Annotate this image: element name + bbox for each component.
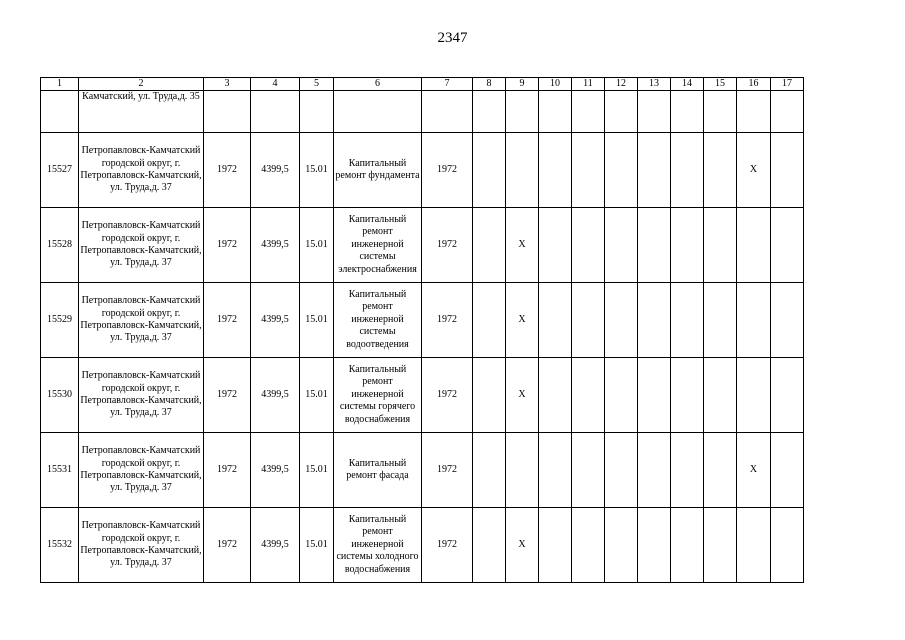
code-cell: 15.01 (300, 508, 334, 583)
registry-table (40, 77, 804, 583)
cell (572, 358, 605, 433)
mark-cell (506, 433, 539, 508)
address-cell: Петропавловск-Камчатский городской округ, г. Петропавловск-Камчатский, ул. Труда,д. 37 (79, 283, 204, 358)
column-number: 1 (41, 78, 79, 91)
work-type-cell: Капитальный ремонт инженерной системы электроснабжения (334, 208, 422, 283)
year-cell: 1972 (204, 283, 251, 358)
year2-cell: 1972 (422, 433, 473, 508)
address-cell: Петропавловск-Камчатский городской округ, г. Петропавловск-Камчатский, ул. Труда,д. 37 (79, 433, 204, 508)
column-number: 14 (671, 78, 704, 91)
cell (771, 508, 804, 583)
cell (771, 358, 804, 433)
cell (605, 283, 638, 358)
year-cell: 1972 (204, 133, 251, 208)
table-row (41, 508, 804, 583)
cell (771, 283, 804, 358)
work-type-cell: Капитальный ремонт инженерной системы холодного водоснабжения (334, 508, 422, 583)
cell (473, 358, 506, 433)
cell (704, 358, 737, 433)
mark-cell (737, 283, 771, 358)
row-id-cell: 15527 (41, 133, 79, 208)
mark-cell (737, 358, 771, 433)
cell (605, 508, 638, 583)
page-number: 2347 (437, 30, 468, 46)
table-body (41, 133, 804, 583)
row-id-cell: 15530 (41, 358, 79, 433)
mark-cell (737, 208, 771, 283)
mark-cell: Х (506, 283, 539, 358)
cell (473, 508, 506, 583)
column-number: 5 (300, 78, 334, 91)
code-cell: 15.01 (300, 283, 334, 358)
cell (671, 433, 704, 508)
cell (704, 283, 737, 358)
column-number: 3 (204, 78, 251, 91)
table-row (41, 133, 804, 208)
cell (473, 133, 506, 208)
table-row (41, 283, 804, 358)
row-id-cell: 15532 (41, 508, 79, 583)
cell (671, 133, 704, 208)
cell (539, 508, 572, 583)
cell (704, 508, 737, 583)
cell (605, 133, 638, 208)
work-type-cell: Капитальный ремонт фасада (334, 433, 422, 508)
area-cell: 4399,5 (251, 208, 300, 283)
cell (671, 208, 704, 283)
column-number-row (41, 78, 804, 91)
cell (473, 433, 506, 508)
column-number: 8 (473, 78, 506, 91)
mark-cell: Х (737, 133, 771, 208)
address-cell: Петропавловск-Камчатский городской округ, г. Петропавловск-Камчатский, ул. Труда,д. 37 (79, 133, 204, 208)
area-cell: 4399,5 (251, 133, 300, 208)
cell (473, 283, 506, 358)
year2-cell: 1972 (422, 358, 473, 433)
cell (572, 133, 605, 208)
cell (671, 283, 704, 358)
mark-cell: Х (737, 433, 771, 508)
cell (771, 433, 804, 508)
cell (473, 208, 506, 283)
cell (605, 433, 638, 508)
cell (572, 433, 605, 508)
year2-cell: 1972 (422, 133, 473, 208)
cell (638, 433, 671, 508)
cell (539, 208, 572, 283)
area-cell: 4399,5 (251, 433, 300, 508)
cell (572, 208, 605, 283)
year2-cell: 1972 (422, 208, 473, 283)
cell (771, 133, 804, 208)
address-cell: Петропавловск-Камчатский городской округ, г. Петропавловск-Камчатский, ул. Труда,д. 37 (79, 208, 204, 283)
code-cell: 15.01 (300, 358, 334, 433)
work-type-cell: Капитальный ремонт фундамента (334, 133, 422, 208)
year-cell: 1972 (204, 358, 251, 433)
cell (638, 133, 671, 208)
cell (638, 358, 671, 433)
area-cell: 4399,5 (251, 358, 300, 433)
cell (572, 283, 605, 358)
cell (605, 358, 638, 433)
row-id-cell: 15529 (41, 283, 79, 358)
address-cell: Петропавловск-Камчатский городской округ, г. Петропавловск-Камчатский, ул. Труда,д. 37 (79, 358, 204, 433)
column-number: 4 (251, 78, 300, 91)
year2-cell: 1972 (422, 283, 473, 358)
column-number: 2 (79, 78, 204, 91)
area-cell: 4399,5 (251, 283, 300, 358)
area-cell: 4399,5 (251, 508, 300, 583)
cell (671, 508, 704, 583)
year2-cell: 1972 (422, 508, 473, 583)
code-cell: 15.01 (300, 208, 334, 283)
column-number: 6 (334, 78, 422, 91)
column-number: 9 (506, 78, 539, 91)
cell (539, 358, 572, 433)
table-row (41, 208, 804, 283)
mark-cell: Х (506, 208, 539, 283)
work-type-cell: Капитальный ремонт инженерной системы горячего водоснабжения (334, 358, 422, 433)
column-number: 16 (737, 78, 771, 91)
column-number: 17 (771, 78, 804, 91)
cell (671, 358, 704, 433)
cell (638, 283, 671, 358)
cell (704, 133, 737, 208)
table-row (41, 358, 804, 433)
continuation-row (41, 91, 804, 133)
column-number: 10 (539, 78, 572, 91)
cell (605, 208, 638, 283)
column-number: 7 (422, 78, 473, 91)
code-cell: 15.01 (300, 433, 334, 508)
table-row (41, 433, 804, 508)
mark-cell (737, 508, 771, 583)
year-cell: 1972 (204, 208, 251, 283)
address-cell: Камчатский, ул. Труда,д. 35 (79, 91, 204, 133)
cell (771, 208, 804, 283)
code-cell: 15.01 (300, 133, 334, 208)
work-type-cell: Капитальный ремонт инженерной системы водоотведения (334, 283, 422, 358)
cell (539, 133, 572, 208)
column-number: 13 (638, 78, 671, 91)
cell (704, 433, 737, 508)
cell (539, 433, 572, 508)
cell (638, 508, 671, 583)
cell (41, 91, 79, 133)
cell (704, 208, 737, 283)
column-number: 11 (572, 78, 605, 91)
year-cell: 1972 (204, 433, 251, 508)
row-id-cell: 15528 (41, 208, 79, 283)
column-number: 15 (704, 78, 737, 91)
cell (539, 283, 572, 358)
mark-cell: Х (506, 358, 539, 433)
mark-cell: Х (506, 508, 539, 583)
cell (638, 208, 671, 283)
row-id-cell: 15531 (41, 433, 79, 508)
year-cell: 1972 (204, 508, 251, 583)
mark-cell (506, 133, 539, 208)
column-number: 12 (605, 78, 638, 91)
address-cell: Петропавловск-Камчатский городской округ, г. Петропавловск-Камчатский, ул. Труда,д. 37 (79, 508, 204, 583)
cell (572, 508, 605, 583)
